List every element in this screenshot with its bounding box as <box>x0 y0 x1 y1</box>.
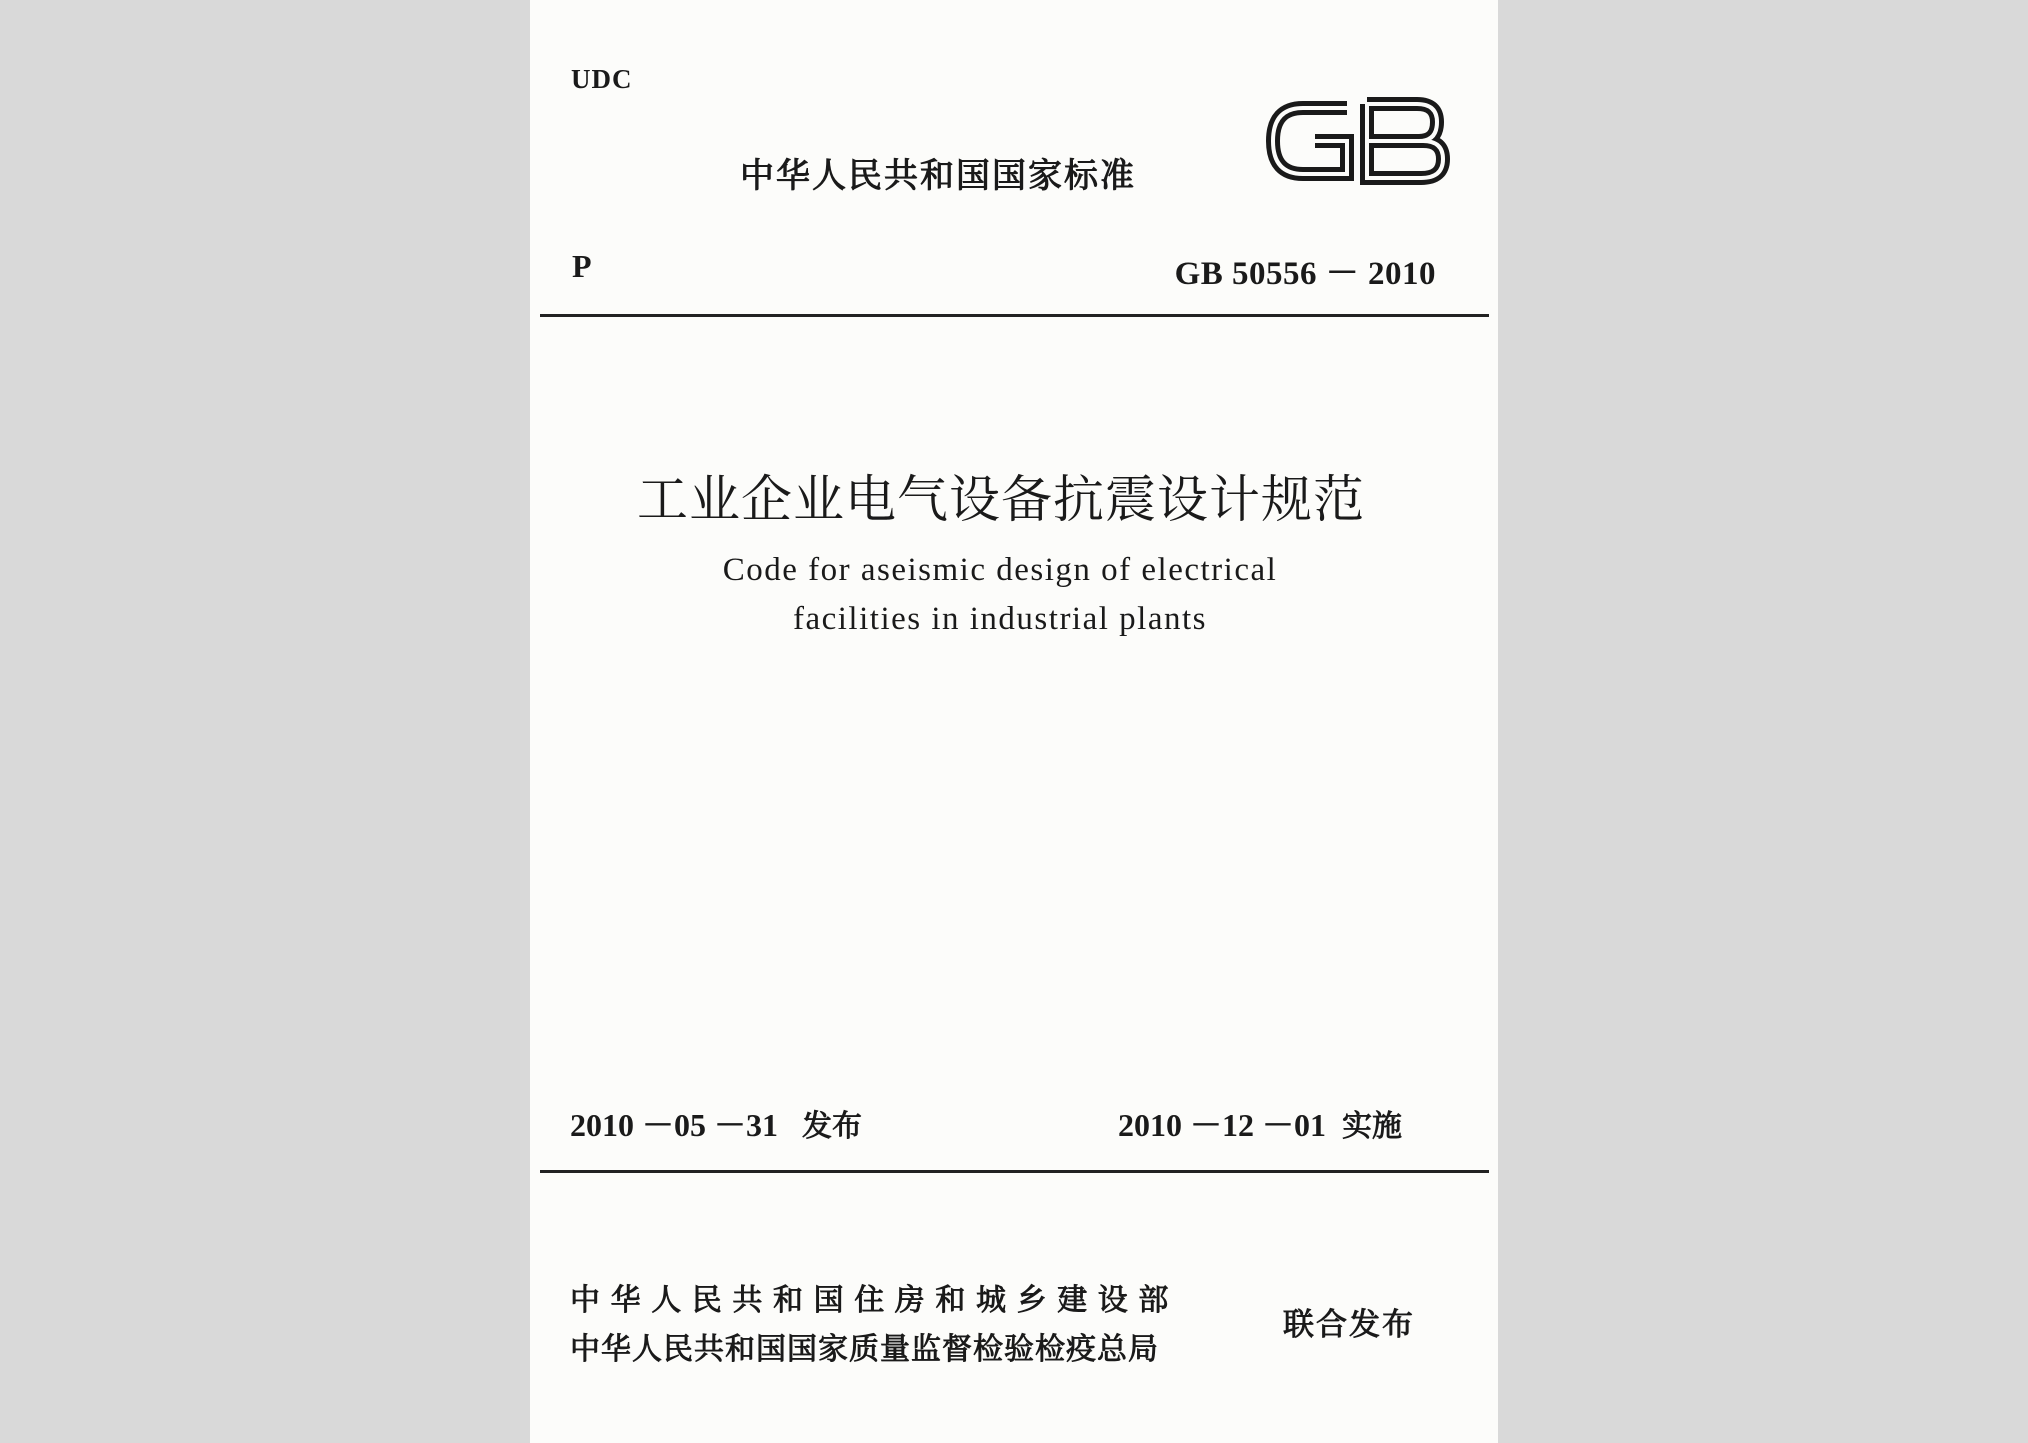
issuer-aqsiq: 中华人民共和国国家质量监督检验检疫总局 <box>570 1332 1159 1367</box>
national-standard-heading: 中华人民共和国国家标准 <box>740 156 1136 196</box>
standard-number: GB 50556 － 2010 <box>1174 256 1436 292</box>
issuer-ministry-housing: 中华人民共和国住房和城乡建设部 <box>570 1283 1179 1318</box>
udc-label: UDC <box>571 64 633 94</box>
gb-logo <box>1263 94 1451 188</box>
issue-date: 2010 －05 －31 <box>570 1107 779 1143</box>
issue-label: 发布 <box>802 1109 863 1144</box>
effective-date-block <box>1118 1100 1402 1146</box>
title-english-line1: Code for aseismic design of electrical <box>722 552 1278 588</box>
title-chinese: 工业企业电气设备抗震设计规范 <box>636 471 1365 530</box>
issue-date-block <box>570 1100 862 1146</box>
top-divider <box>540 314 1489 317</box>
effective-date: 2010 －12 －01 <box>1118 1107 1327 1143</box>
bottom-divider <box>540 1170 1489 1173</box>
document-cover <box>530 0 1498 1443</box>
effective-label: 实施 <box>1342 1109 1403 1144</box>
category-code: P <box>572 248 592 284</box>
joint-issue-label: 联合发布 <box>1283 1307 1415 1343</box>
title-english-line2: facilities in industrial plants <box>792 601 1207 637</box>
